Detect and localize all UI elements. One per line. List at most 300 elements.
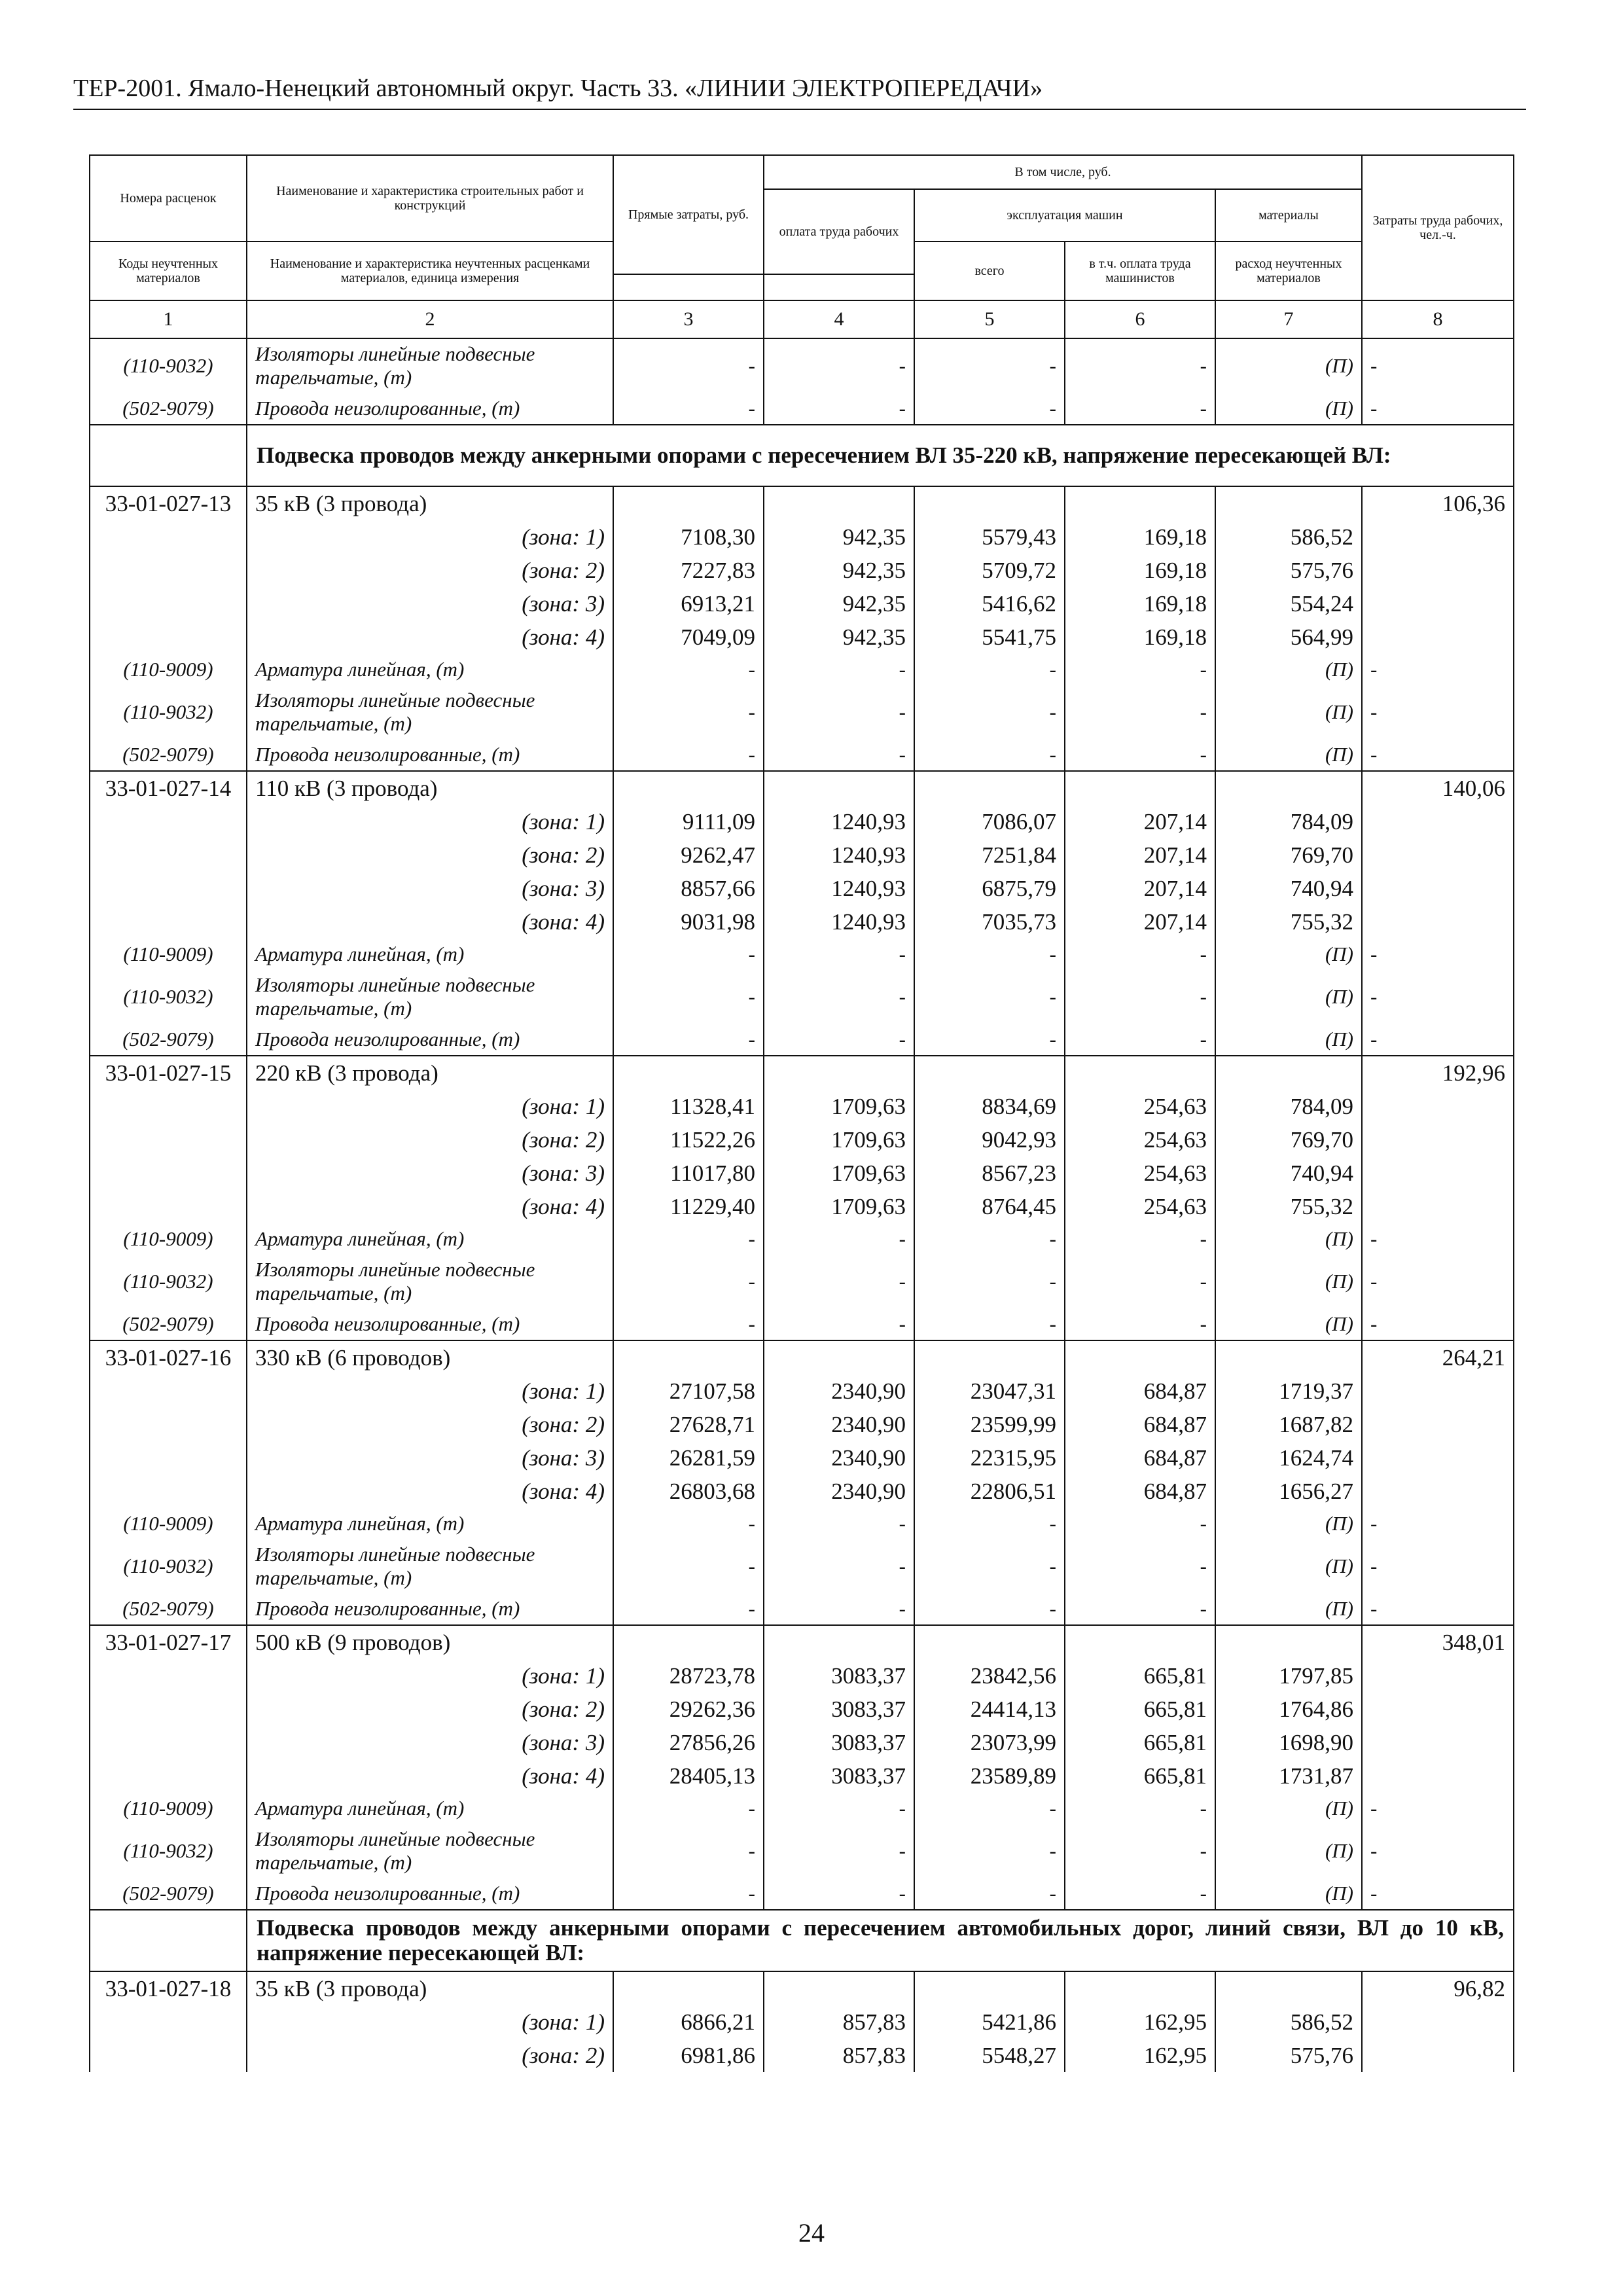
materials-cell: 586,52 (1215, 520, 1362, 554)
direct-costs-cell: 11328,41 (613, 1090, 764, 1123)
material-row (90, 685, 1514, 739)
labor-pay-cell: 942,35 (764, 520, 914, 554)
material-row (90, 1793, 1514, 1824)
material-code: (502-9079) (90, 393, 247, 425)
materials-cell: 784,09 (1215, 805, 1362, 838)
header-operators-pay: в т.ч. оплата труда машинистов (1065, 242, 1215, 300)
empty-cell (764, 1625, 914, 1659)
machine-total-cell: - (914, 939, 1065, 970)
material-row (90, 1593, 1514, 1625)
labor-pay-cell: 1240,93 (764, 805, 914, 838)
direct-costs-cell: 27107,58 (613, 1374, 764, 1408)
machine-total-cell: - (914, 654, 1065, 685)
empty-cell (914, 1625, 1065, 1659)
direct-costs-cell: 6866,21 (613, 2005, 764, 2039)
rate-item-row (90, 1340, 1514, 1374)
zone-row (90, 1408, 1514, 1441)
zone-label: (зона: 4) (247, 905, 613, 939)
zone-row (90, 1374, 1514, 1408)
machine-total-cell: 6875,79 (914, 872, 1065, 905)
labor-pay-cell: 2340,90 (764, 1374, 914, 1408)
rate-code-cell (90, 805, 247, 838)
zone-label: (зона: 1) (247, 520, 613, 554)
labor-pay-cell: 3083,37 (764, 1726, 914, 1759)
empty-cell (1215, 486, 1362, 520)
zone-label: (зона: 2) (247, 838, 613, 872)
labor-pay-cell: - (764, 1508, 914, 1539)
labor-costs-cell: 264,21 (1362, 1340, 1514, 1374)
header-including: В том числе, руб. (764, 155, 1362, 189)
labor-costs-cell: - (1362, 1255, 1514, 1308)
labor-pay-cell: - (764, 338, 914, 393)
machine-total-cell: 23073,99 (914, 1726, 1065, 1759)
empty-cell (764, 771, 914, 805)
material-row (90, 1024, 1514, 1056)
machine-total-cell: 23047,31 (914, 1374, 1065, 1408)
direct-costs-cell: 7108,30 (613, 520, 764, 554)
operators-pay-cell: - (1065, 338, 1215, 393)
machine-total-cell: 9042,93 (914, 1123, 1065, 1157)
material-name: Провода неизолированные, (т) (247, 1593, 613, 1625)
machine-total-cell: 8764,45 (914, 1190, 1065, 1223)
rates-table (89, 154, 1514, 2072)
machine-total-cell: 7086,07 (914, 805, 1065, 838)
material-name: Изоляторы линейные подвесные тарельчатые, (т) (247, 970, 613, 1024)
material-code: (502-9079) (90, 1878, 247, 1910)
direct-costs-cell: 9031,98 (613, 905, 764, 939)
labor-costs-cell (1362, 587, 1514, 620)
material-usage-cell: (П) (1215, 1824, 1362, 1878)
empty-cell (914, 771, 1065, 805)
labor-pay-cell: 1709,63 (764, 1157, 914, 1190)
zone-label: (зона: 1) (247, 1374, 613, 1408)
empty-cell (914, 1340, 1065, 1374)
header-work-name: Наименование и характеристика строительных работ и конструкций (247, 155, 613, 242)
material-usage-cell: (П) (1215, 393, 1362, 425)
machine-total-cell: 5541,75 (914, 620, 1065, 654)
rate-code-cell (90, 1475, 247, 1508)
labor-costs-cell (1362, 620, 1514, 654)
machine-total-cell: 5416,62 (914, 587, 1065, 620)
direct-costs-cell: 9111,09 (613, 805, 764, 838)
operators-pay-cell: 254,63 (1065, 1090, 1215, 1123)
operators-pay-cell: - (1065, 1593, 1215, 1625)
zone-label: (зона: 4) (247, 1475, 613, 1508)
labor-costs-cell: - (1362, 1824, 1514, 1878)
zone-label: (зона: 2) (247, 1123, 613, 1157)
labor-costs-cell: - (1362, 739, 1514, 771)
header-materials: материалы (1215, 189, 1362, 242)
machine-total-cell: 22315,95 (914, 1441, 1065, 1475)
machine-total-cell: 8567,23 (914, 1157, 1065, 1190)
machine-total-cell: 5548,27 (914, 2039, 1065, 2072)
material-usage-cell: (П) (1215, 1508, 1362, 1539)
labor-pay-cell: 942,35 (764, 587, 914, 620)
rate-code-cell (90, 425, 247, 486)
materials-cell: 1624,74 (1215, 1441, 1362, 1475)
machine-total-cell: - (914, 739, 1065, 771)
direct-costs-cell: 11229,40 (613, 1190, 764, 1223)
rate-name: 220 кВ (3 провода) (247, 1056, 613, 1090)
material-row (90, 1824, 1514, 1878)
empty-cell (1215, 1056, 1362, 1090)
rate-code-cell (90, 2005, 247, 2039)
material-usage-cell: (П) (1215, 1024, 1362, 1056)
operators-pay-cell: 207,14 (1065, 805, 1215, 838)
materials-cell: 769,70 (1215, 1123, 1362, 1157)
zone-label: (зона: 3) (247, 587, 613, 620)
machine-total-cell: - (914, 685, 1065, 739)
rate-code-cell (90, 1693, 247, 1726)
labor-costs-cell: - (1362, 393, 1514, 425)
direct-costs-cell: 26281,59 (613, 1441, 764, 1475)
labor-pay-cell: 1709,63 (764, 1123, 914, 1157)
material-usage-cell: (П) (1215, 970, 1362, 1024)
col-number: 3 (613, 300, 764, 338)
direct-costs-cell: 7049,09 (613, 620, 764, 654)
zone-row (90, 1090, 1514, 1123)
material-code: (502-9079) (90, 1024, 247, 1056)
table-header (90, 155, 1514, 338)
material-usage-cell: (П) (1215, 654, 1362, 685)
material-code: (110-9032) (90, 1539, 247, 1593)
labor-pay-cell: - (764, 1539, 914, 1593)
empty-cell (1065, 1056, 1215, 1090)
zone-label: (зона: 3) (247, 1157, 613, 1190)
labor-costs-cell: 140,06 (1362, 771, 1514, 805)
direct-costs-cell: 28723,78 (613, 1659, 764, 1693)
rate-name: 500 кВ (9 проводов) (247, 1625, 613, 1659)
zone-label: (зона: 1) (247, 805, 613, 838)
operators-pay-cell: - (1065, 393, 1215, 425)
material-usage-cell: (П) (1215, 939, 1362, 970)
direct-costs-cell: 28405,13 (613, 1759, 764, 1793)
operators-pay-cell: - (1065, 939, 1215, 970)
direct-costs-cell: - (613, 1223, 764, 1255)
zone-row (90, 1759, 1514, 1793)
empty-cell (1215, 771, 1362, 805)
direct-costs-cell: 8857,66 (613, 872, 764, 905)
zone-row (90, 587, 1514, 620)
direct-costs-cell: - (613, 685, 764, 739)
machine-total-cell: 7035,73 (914, 905, 1065, 939)
direct-costs-cell: - (613, 338, 764, 393)
machine-total-cell: - (914, 1255, 1065, 1308)
machine-total-cell: - (914, 1824, 1065, 1878)
labor-pay-cell: 2340,90 (764, 1475, 914, 1508)
labor-costs-cell (1362, 1659, 1514, 1693)
empty-cell (1065, 771, 1215, 805)
material-code: (110-9032) (90, 1255, 247, 1308)
labor-costs-cell (1362, 872, 1514, 905)
materials-cell: 755,32 (1215, 905, 1362, 939)
rate-code-cell (90, 1190, 247, 1223)
labor-pay-cell: 3083,37 (764, 1693, 914, 1726)
machine-total-cell: - (914, 1024, 1065, 1056)
rate-code-cell (90, 620, 247, 654)
rate-item-row (90, 1056, 1514, 1090)
direct-costs-cell: - (613, 1878, 764, 1910)
labor-pay-cell: - (764, 970, 914, 1024)
material-name: Арматура линейная, (т) (247, 1793, 613, 1824)
machine-total-cell: 23589,89 (914, 1759, 1065, 1793)
empty-cell (613, 1625, 764, 1659)
zone-row (90, 2039, 1514, 2072)
machine-total-cell: 5421,86 (914, 2005, 1065, 2039)
material-row (90, 970, 1514, 1024)
material-name: Арматура линейная, (т) (247, 939, 613, 970)
material-code: (502-9079) (90, 1593, 247, 1625)
machine-total-cell: 8834,69 (914, 1090, 1065, 1123)
labor-costs-cell: - (1362, 1223, 1514, 1255)
header-rate-numbers: Номера расценок (90, 155, 247, 242)
section-title: Подвеска проводов между анкерными опорами с пересечением автомобильных дорог, линий связи, ВЛ до 10 кВ, напряжение пересекающей ВЛ: (247, 1910, 1514, 1971)
zone-label: (зона: 1) (247, 1659, 613, 1693)
rate-code-cell (90, 1408, 247, 1441)
material-name: Провода неизолированные, (т) (247, 1878, 613, 1910)
operators-pay-cell: 207,14 (1065, 838, 1215, 872)
material-row (90, 1539, 1514, 1593)
material-row (90, 338, 1514, 393)
materials-cell: 575,76 (1215, 2039, 1362, 2072)
section-title: Подвеска проводов между анкерными опорами с пересечением ВЛ 35-220 кВ, напряжение пересекающей ВЛ: (247, 425, 1514, 486)
material-code: (110-9032) (90, 1824, 247, 1878)
machine-total-cell: 23842,56 (914, 1659, 1065, 1693)
materials-cell: 755,32 (1215, 1190, 1362, 1223)
rate-code: 33-01-027-14 (90, 771, 247, 805)
header-material-name: Наименование и характеристика неучтенных расценками материалов, единица измерения (247, 242, 613, 300)
material-row (90, 1255, 1514, 1308)
rate-item-row (90, 1625, 1514, 1659)
materials-cell: 784,09 (1215, 1090, 1362, 1123)
rate-code-cell (90, 1157, 247, 1190)
materials-cell: 1656,27 (1215, 1475, 1362, 1508)
direct-costs-cell: 11017,80 (613, 1157, 764, 1190)
labor-pay-cell: 1240,93 (764, 905, 914, 939)
material-row (90, 739, 1514, 771)
operators-pay-cell: - (1065, 1024, 1215, 1056)
material-usage-cell: (П) (1215, 739, 1362, 771)
zone-label: (зона: 1) (247, 1090, 613, 1123)
empty-cell (1215, 1340, 1362, 1374)
material-code: (110-9009) (90, 1508, 247, 1539)
operators-pay-cell: - (1065, 685, 1215, 739)
material-name: Изоляторы линейные подвесные тарельчатые, (т) (247, 338, 613, 393)
labor-costs-cell (1362, 2039, 1514, 2072)
zone-label: (зона: 4) (247, 620, 613, 654)
direct-costs-cell: - (613, 1508, 764, 1539)
direct-costs-cell: - (613, 1824, 764, 1878)
rate-code-cell (90, 872, 247, 905)
zone-label: (зона: 1) (247, 2005, 613, 2039)
empty-cell (613, 1971, 764, 2005)
zone-row (90, 872, 1514, 905)
operators-pay-cell: 169,18 (1065, 587, 1215, 620)
rate-item-row (90, 486, 1514, 520)
labor-pay-cell: - (764, 939, 914, 970)
rate-code: 33-01-027-18 (90, 1971, 247, 2005)
material-row (90, 1508, 1514, 1539)
machine-total-cell: - (914, 1539, 1065, 1593)
operators-pay-cell: - (1065, 1793, 1215, 1824)
operators-pay-cell: 169,18 (1065, 554, 1215, 587)
labor-costs-cell (1362, 1441, 1514, 1475)
labor-pay-cell: 1240,93 (764, 838, 914, 872)
labor-costs-cell (1362, 520, 1514, 554)
labor-costs-cell: - (1362, 939, 1514, 970)
labor-costs-cell (1362, 1090, 1514, 1123)
operators-pay-cell: 665,81 (1065, 1759, 1215, 1793)
zone-label: (зона: 3) (247, 1441, 613, 1475)
labor-pay-cell: - (764, 393, 914, 425)
zone-row (90, 1693, 1514, 1726)
empty-cell (914, 486, 1065, 520)
rate-code-cell (90, 587, 247, 620)
direct-costs-cell: 9262,47 (613, 838, 764, 872)
zone-row (90, 1190, 1514, 1223)
rate-code-cell (90, 520, 247, 554)
materials-cell: 564,99 (1215, 620, 1362, 654)
materials-cell: 769,70 (1215, 838, 1362, 872)
labor-costs-cell: - (1362, 1308, 1514, 1340)
operators-pay-cell: - (1065, 1508, 1215, 1539)
zone-label: (зона: 4) (247, 1190, 613, 1223)
direct-costs-cell: 29262,36 (613, 1693, 764, 1726)
zone-row (90, 1441, 1514, 1475)
rate-code-cell (90, 1659, 247, 1693)
material-code: (110-9032) (90, 338, 247, 393)
material-usage-cell: (П) (1215, 685, 1362, 739)
operators-pay-cell: 665,81 (1065, 1659, 1215, 1693)
rate-code-cell (90, 1123, 247, 1157)
machine-total-cell: - (914, 338, 1065, 393)
header-labor-costs: Затраты труда рабочих, чел.-ч. (1362, 155, 1514, 300)
operators-pay-cell: 254,63 (1065, 1157, 1215, 1190)
material-code: (110-9032) (90, 685, 247, 739)
labor-costs-cell (1362, 1374, 1514, 1408)
rate-code: 33-01-027-15 (90, 1056, 247, 1090)
material-usage-cell: (П) (1215, 1255, 1362, 1308)
section-heading-row (90, 1910, 1514, 1971)
labor-pay-cell: - (764, 1024, 914, 1056)
empty-cell (613, 771, 764, 805)
rate-code-cell (90, 905, 247, 939)
direct-costs-cell: - (613, 1024, 764, 1056)
materials-cell: 575,76 (1215, 554, 1362, 587)
operators-pay-cell: 162,95 (1065, 2039, 1215, 2072)
rate-code-cell (90, 1374, 247, 1408)
labor-pay-cell: 857,83 (764, 2005, 914, 2039)
labor-costs-cell (1362, 1157, 1514, 1190)
material-name: Провода неизолированные, (т) (247, 1308, 613, 1340)
zone-row (90, 1659, 1514, 1693)
zone-row (90, 520, 1514, 554)
material-usage-cell: (П) (1215, 1793, 1362, 1824)
direct-costs-cell: 27628,71 (613, 1408, 764, 1441)
direct-costs-cell: 27856,26 (613, 1726, 764, 1759)
materials-cell: 1698,90 (1215, 1726, 1362, 1759)
material-name: Изоляторы линейные подвесные тарельчатые, (т) (247, 1255, 613, 1308)
rate-name: 35 кВ (3 провода) (247, 1971, 613, 2005)
labor-pay-cell: - (764, 654, 914, 685)
operators-pay-cell: - (1065, 1539, 1215, 1593)
materials-cell: 1719,37 (1215, 1374, 1362, 1408)
labor-costs-cell (1362, 1475, 1514, 1508)
materials-cell: 1731,87 (1215, 1759, 1362, 1793)
operators-pay-cell: 207,14 (1065, 872, 1215, 905)
operators-pay-cell: 665,81 (1065, 1726, 1215, 1759)
empty-cell (1065, 1971, 1215, 2005)
operators-pay-cell: - (1065, 1255, 1215, 1308)
rate-code: 33-01-027-13 (90, 486, 247, 520)
labor-costs-cell: 96,82 (1362, 1971, 1514, 2005)
direct-costs-cell: - (613, 393, 764, 425)
rates-table-wrapper (89, 154, 1513, 2072)
header-direct-costs-cont (613, 274, 764, 300)
machine-total-cell: 23599,99 (914, 1408, 1065, 1441)
labor-costs-cell (1362, 805, 1514, 838)
zone-row (90, 1726, 1514, 1759)
material-usage-cell: (П) (1215, 1878, 1362, 1910)
operators-pay-cell: 254,63 (1065, 1123, 1215, 1157)
direct-costs-cell: 6913,21 (613, 587, 764, 620)
operators-pay-cell: 684,87 (1065, 1441, 1215, 1475)
machine-total-cell: - (914, 1308, 1065, 1340)
rate-code: 33-01-027-17 (90, 1625, 247, 1659)
direct-costs-cell: 7227,83 (613, 554, 764, 587)
empty-cell (613, 486, 764, 520)
empty-cell (1065, 1625, 1215, 1659)
material-code: (502-9079) (90, 1308, 247, 1340)
labor-pay-cell: - (764, 1824, 914, 1878)
labor-pay-cell: 2340,90 (764, 1441, 914, 1475)
zone-row (90, 2005, 1514, 2039)
table-body (90, 338, 1514, 2072)
rate-code-cell (90, 1910, 247, 1971)
labor-pay-cell: 857,83 (764, 2039, 914, 2072)
machine-total-cell: - (914, 1593, 1065, 1625)
labor-costs-cell: 348,01 (1362, 1625, 1514, 1659)
header-unaccounted-usage: расход неучтенных материалов (1215, 242, 1362, 300)
col-number: 4 (764, 300, 914, 338)
direct-costs-cell: 26803,68 (613, 1475, 764, 1508)
operators-pay-cell: 684,87 (1065, 1475, 1215, 1508)
operators-pay-cell: - (1065, 739, 1215, 771)
labor-costs-cell: - (1362, 1793, 1514, 1824)
zone-label: (зона: 2) (247, 1408, 613, 1441)
material-row (90, 393, 1514, 425)
material-row (90, 1223, 1514, 1255)
machine-total-cell: - (914, 1878, 1065, 1910)
machine-total-cell: - (914, 1793, 1065, 1824)
empty-cell (1065, 1340, 1215, 1374)
machine-total-cell: 22806,51 (914, 1475, 1065, 1508)
material-code: (110-9009) (90, 1793, 247, 1824)
rate-item-row (90, 771, 1514, 805)
labor-pay-cell: 1709,63 (764, 1090, 914, 1123)
empty-cell (1065, 486, 1215, 520)
labor-pay-cell: - (764, 685, 914, 739)
rate-code-cell (90, 2039, 247, 2072)
empty-cell (613, 1056, 764, 1090)
header-machine-ops: эксплуатация машин (914, 189, 1215, 242)
labor-pay-cell: - (764, 1793, 914, 1824)
machine-total-cell: 5579,43 (914, 520, 1065, 554)
material-usage-cell: (П) (1215, 1223, 1362, 1255)
zone-row (90, 905, 1514, 939)
material-code: (110-9009) (90, 939, 247, 970)
zone-label: (зона: 2) (247, 2039, 613, 2072)
